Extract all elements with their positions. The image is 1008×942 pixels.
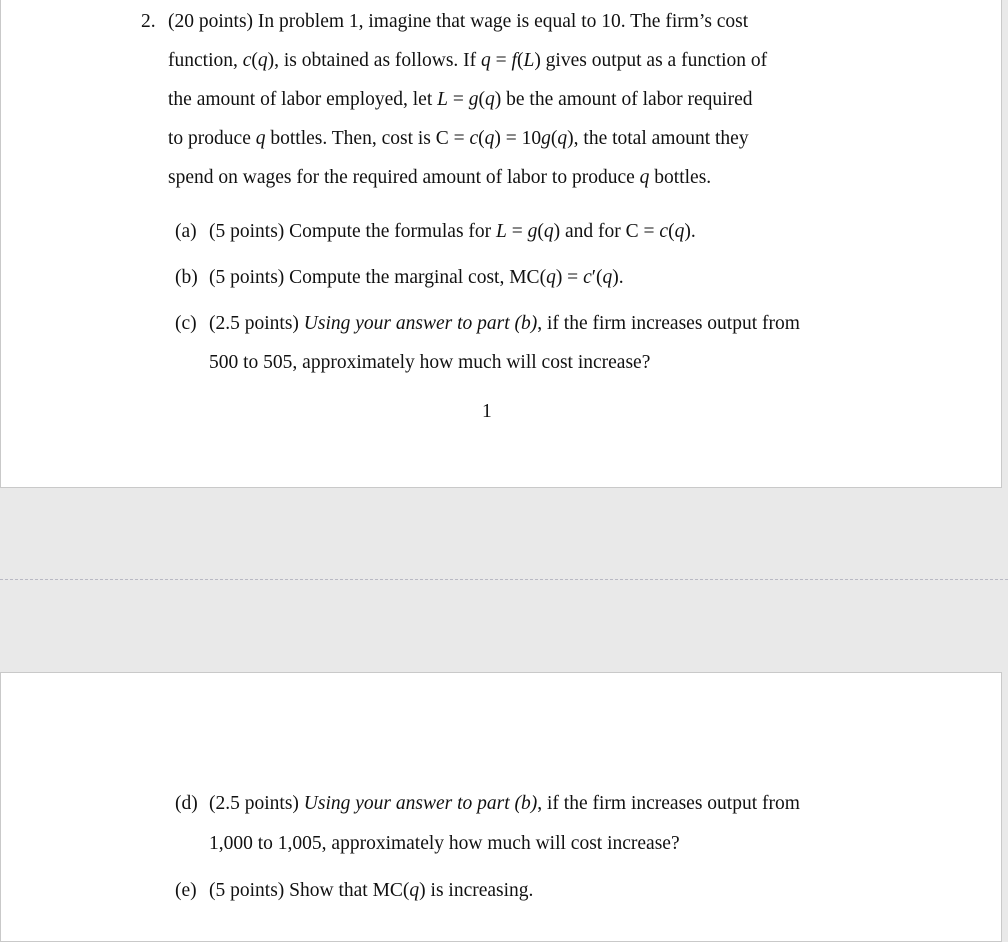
problem-line-4: to produce q bottles. Then, cost is C = c(q) = 10g(q), the total amount they — [168, 128, 749, 149]
part-d-label: (d) — [175, 793, 198, 814]
page-2 — [0, 672, 1002, 942]
problem-number: 2. — [141, 11, 156, 32]
part-b-text: (5 points) Compute the marginal cost, MC(q) = c′(q). — [209, 267, 624, 288]
part-a-text: (5 points) Compute the formulas for L = g(q) and for C = c(q). — [209, 221, 696, 242]
problem-line-3: the amount of labor employed, let L = g(q) be the amount of labor required — [168, 89, 753, 110]
part-a-label: (a) — [175, 221, 197, 242]
page-break-divider — [0, 579, 1008, 580]
problem-line-2: function, c(q), is obtained as follows. If q = f(L) gives output as a function of — [168, 50, 768, 71]
part-d-line-2: 1,000 to 1,005, approximately how much will cost increase? — [209, 833, 680, 854]
part-b-label: (b) — [175, 267, 198, 288]
problem-line-5: spend on wages for the required amount of labor to produce q bottles. — [168, 167, 712, 188]
problem-line-1: (20 points) In problem 1, imagine that wage is equal to 10. The firm’s cost — [168, 11, 749, 32]
page-number: 1 — [482, 401, 492, 422]
part-e-text: (5 points) Show that MC(q) is increasing. — [209, 880, 534, 901]
part-c-line-2: 500 to 505, approximately how much will cost increase? — [209, 352, 651, 373]
part-c-label: (c) — [175, 313, 197, 334]
part-c-line-1: (2.5 points) Using your answer to part (b), if the firm increases output from — [209, 313, 800, 334]
part-d-line-1: (2.5 points) Using your answer to part (b), if the firm increases output from — [209, 793, 800, 814]
part-e-label: (e) — [175, 880, 197, 901]
